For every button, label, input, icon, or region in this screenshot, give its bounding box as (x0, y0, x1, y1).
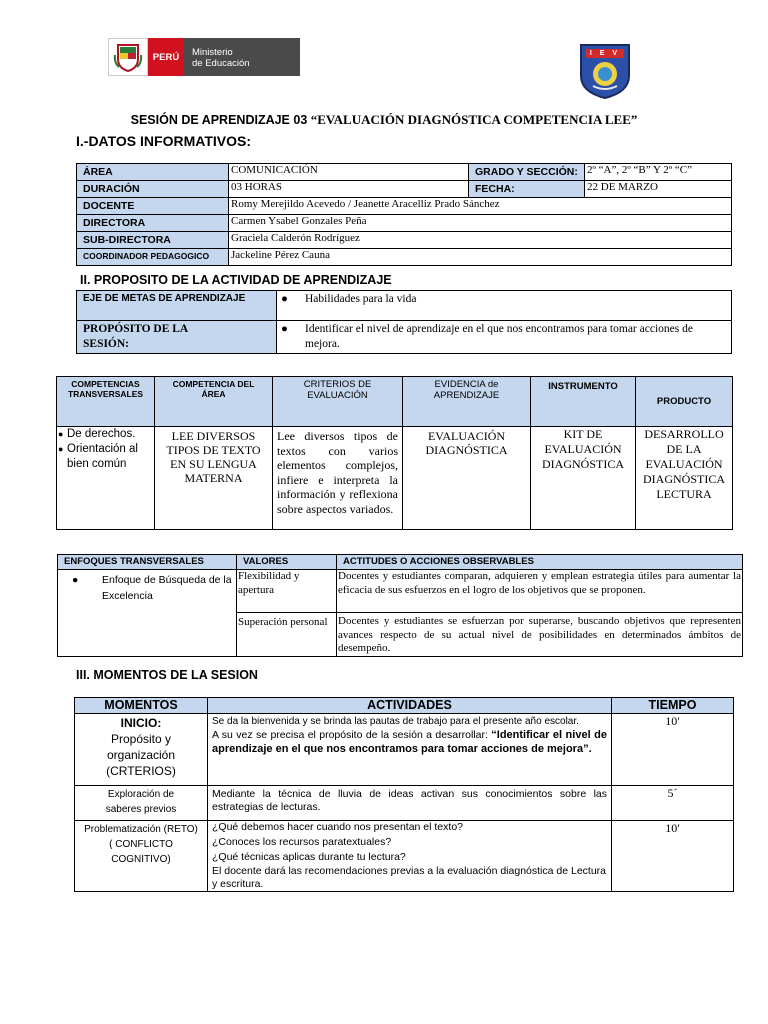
header-producto: PRODUCTO (636, 377, 733, 427)
valor-1: Flexibilidad y apertura (237, 570, 337, 613)
problematizacion-cell (208, 821, 612, 892)
proposito-cell (277, 321, 732, 354)
momentos-body-table (74, 697, 734, 892)
header-momentos-cell: MOMENTOS (75, 698, 208, 714)
ministry-line-1: Ministerio (192, 47, 233, 58)
eje-cell (277, 291, 732, 321)
actitud-2: Docentes y estudiantes se esfuerzan por superarse, buscando objetivos que representen avances respecto de su actual nivel de posibilidades en determinados ámbitos de desempeño. (337, 613, 743, 657)
directora-label: DIRECTORA (77, 215, 229, 232)
criterios-value: Lee diversos tipos de textos con varios elementos complejos, infiere e interpreta la información y reflexiona sobre aspectos variados. (273, 427, 403, 530)
section-3-heading: III. MOMENTOS DE LA SESION (76, 668, 258, 682)
header-instrumento: INSTRUMENTO (531, 377, 636, 427)
inicio-line-2 (212, 728, 607, 756)
ministry-line-2: de Educación (192, 58, 250, 69)
grado-value: 2º “A”, 2º “B” Y 2º “C” (585, 164, 732, 181)
bullet-icon: ● (281, 293, 288, 305)
problematizacion-time: 10′ (612, 821, 734, 892)
fecha-value: 22 DE MARZO (585, 181, 732, 198)
directora-value: Carmen Ysabel Gonzales Peña (229, 215, 732, 232)
header-actitudes: ACTITUDES O ACCIONES OBSERVABLES (337, 555, 743, 570)
competencia-area-value: LEE DIVERSOS TIPOS DE TEXTO EN SU LENGUA MATERNA (155, 427, 273, 530)
exploracion-time: 5´ (612, 786, 734, 821)
inicio-cell (75, 714, 208, 786)
actitud-1: Docentes y estudiantes comparan, adquieren y emplean estrategia útiles para aumentar la eficacia de sus esfuerzos en el logro de los objetivos que se proponen. (337, 570, 743, 613)
header-competencia-area: COMPETENCIA DEL ÁREA (155, 377, 273, 427)
exploracion-text: Mediante la técnica de lluvia de ideas activan sus conocimientos sobre las estrategias de lecturas. (208, 786, 612, 821)
proposito-label-line-2: SESIÓN: (83, 338, 130, 350)
header-actividades-cell: ACTIVIDADES (208, 698, 612, 714)
inicio-title: INICIO: (120, 716, 162, 730)
datos-informativos-table (76, 163, 732, 266)
school-logo-letters: I E V (589, 50, 621, 57)
bullet-icon: ● (72, 574, 79, 586)
subdirectora-label: SUB-DIRECTORA (77, 232, 229, 249)
proposito-label-line-1: PROPÓSITO DE LA (83, 323, 189, 335)
valor-2: Superación personal (237, 613, 337, 657)
inicio-line-2-bold: “Identificar el nivel de aprendizaje en el que nos encontramos para tomar acciones de mejora”. (212, 729, 607, 755)
inicio-time: 10′ (612, 714, 734, 786)
problem-question-2: ¿Conoces los recursos paratextuales? (212, 836, 392, 848)
header-valores: VALORES (237, 555, 337, 570)
proposito-value: Identificar el nivel de aprendizaje en el que nos encontramos para tomar acciones de mejora. (305, 323, 693, 350)
page-title (0, 112, 768, 128)
transversal-item-2: Orientación al bien común (67, 443, 138, 470)
problematizacion-title: Problematización (RETO) ( CONFLICTO COGNITIVO) (75, 821, 208, 892)
duracion-value: 03 HORAS (229, 181, 469, 198)
fecha-label: FECHA: (469, 181, 585, 198)
bullet-icon: ● (281, 323, 288, 335)
area-value: COMUNICACIÓN (229, 164, 469, 181)
transversales-cell (57, 427, 155, 530)
header-tiempo-cell: TIEMPO (612, 698, 734, 714)
bullet-icon: ● (58, 429, 64, 439)
bullet-icon: ● (58, 444, 64, 454)
docente-label: DOCENTE (77, 198, 229, 215)
school-logo (578, 42, 632, 100)
problem-question-3: ¿Qué técnicas aplicas durante tu lectura? (212, 851, 406, 863)
header-enfoques: ENFOQUES TRANSVERSALES (58, 555, 237, 570)
docente-value: Romy Merejildo Acevedo / Jeanette Aracelliz Prado Sánchez (229, 198, 732, 215)
inicio-line-2-text: A su vez se precisa el propósito de la sesión a desarrollar: (212, 729, 492, 741)
header-evidencia: EVIDENCIA de APRENDIZAJE (403, 377, 531, 427)
peru-shield-icon (108, 38, 148, 76)
subdirectora-value: Graciela Calderón Rodríguez (229, 232, 732, 249)
inicio-activities (208, 714, 612, 786)
header-competencias-transversales: COMPETENCIAS TRANSVERSALES (57, 377, 155, 427)
competencias-table (56, 376, 733, 530)
proposito-table (76, 290, 732, 354)
enfoque-cell (58, 570, 237, 657)
eje-label: EJE DE METAS DE APRENDIZAJE (77, 291, 277, 321)
section-2-heading: II. PROPOSITO DE LA ACTIVIDAD DE APRENDIZAJE (80, 273, 392, 287)
section-1-heading: I.-DATOS INFORMATIVOS: (76, 133, 251, 149)
enfoque-value: Enfoque de Búsqueda de la Excelencia (102, 574, 232, 602)
coordinador-value: Jackeline Pérez Cauna (229, 249, 732, 266)
producto-value: DESARROLLO DE LA EVALUACIÓN DIAGNÓSTICA LECTURA (636, 427, 733, 530)
header-criterios: CRITERIOS DE EVALUACIÓN (273, 377, 403, 427)
evidencia-value: EVALUACIÓN DIAGNÓSTICA (403, 427, 531, 530)
eje-value: Habilidades para la vida (305, 293, 417, 305)
problem-recommendation: El docente dará las recomendaciones previas a la evaluación diagnóstica de Lectura y escritura. (212, 865, 606, 890)
grado-label: GRADO Y SECCIÓN: (469, 164, 585, 181)
minedu-logo (108, 38, 300, 76)
ministry-name (184, 38, 300, 76)
duracion-label: DURACIÓN (77, 181, 229, 198)
instrumento-value: KIT DE EVALUACIÓN DIAGNÓSTICA (531, 427, 636, 530)
exploracion-title: Exploración de saberes previos (75, 786, 208, 821)
coordinador-label: COORDINADOR PEDAGOGICO (77, 249, 229, 266)
problem-question-1: ¿Qué debemos hacer cuando nos presentan el texto? (212, 821, 463, 833)
inicio-line-1: Se da la bienvenida y se brinda las pautas de trabajo para el presente año escolar. (212, 716, 579, 727)
area-label: ÁREA (77, 164, 229, 181)
peru-badge: PERÚ (148, 38, 184, 76)
inicio-subtitle: Propósito y organización (CRTERIOS) (106, 732, 176, 778)
proposito-label (77, 321, 277, 354)
transversal-item-1: De derechos. (67, 428, 136, 440)
enfoques-table (57, 554, 743, 657)
title-prefix: SESIÓN DE APRENDIZAJE 03 (130, 113, 311, 127)
title-quoted: “EVALUACIÓN DIAGNÓSTICA COMPETENCIA LEE” (310, 112, 638, 127)
